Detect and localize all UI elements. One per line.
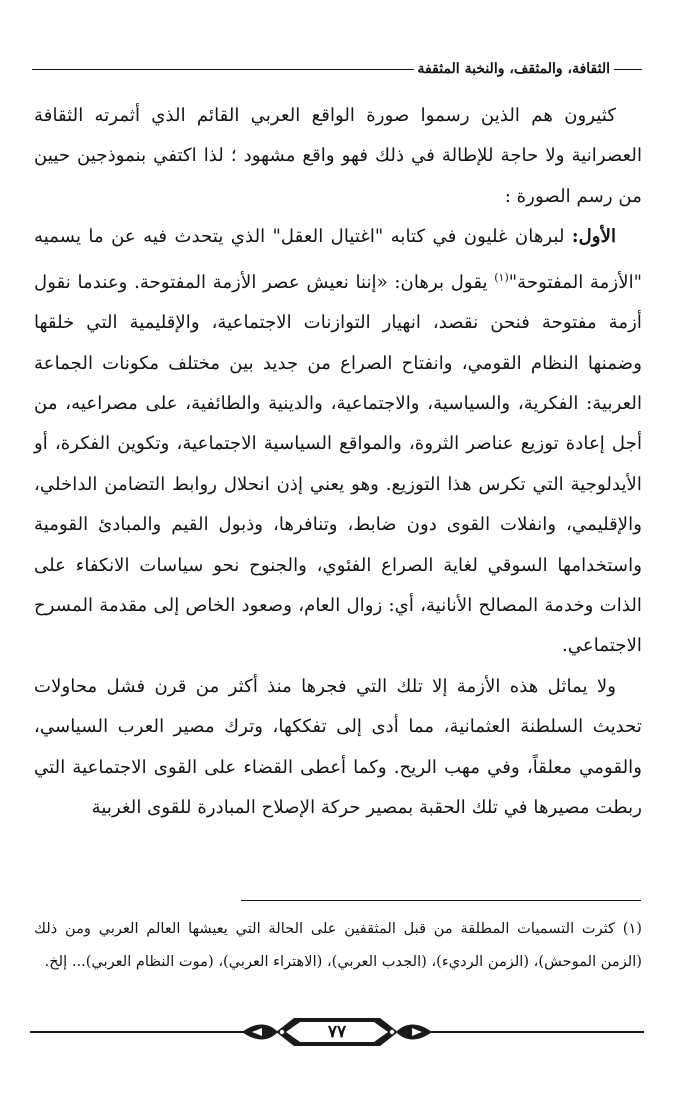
- paragraph-intro: كثيرون هم الذين رسموا صورة الواقع العربي القائم الذي أثمرته الثقافة العصرانية ولا حاجة للإطالة في ذلك فهو واقع مشهود ؛ لذا اكتفي بنموذجين حيين من رسم الصورة :: [34, 105, 642, 207]
- footnote-ref-1[interactable]: (١): [494, 270, 509, 284]
- first-model-text-a: لبرهان غليون في كتابه "اغتيال العقل" الذي يتحدث فيه عن ما يسميه "الأزمة المفتوحة": [34, 226, 643, 293]
- running-header-title: الثقافة، والمثقف، والنخبة المثقفة: [417, 61, 610, 77]
- paragraph-first-model: [34, 217, 642, 667]
- main-text: [34, 96, 642, 828]
- footnotes: [34, 912, 642, 978]
- running-header: [32, 58, 642, 80]
- footer-rule-right: [424, 1031, 644, 1033]
- footer-rule-left: [30, 1031, 250, 1033]
- page-footer: [30, 1012, 644, 1052]
- paragraph-ottoman: ولا يماثل هذه الأزمة إلا تلك التي فجرها منذ أكثر من قرن فشل محاولات تحديث السلطنة العثمانية، مما أدى إلى تفككها، وترك مصير العرب السياسي، والقومي معلقاً، وفي مهب الريح. وكما أعطى القضاء على القوى الاجتماعية التي ربطت مصيرها في تلك الحقبة بمصير حركة الإصلاح المبادرة للقوى الغربية: [34, 675, 642, 818]
- page-number: ٧٧: [327, 1022, 347, 1042]
- footnote-separator: [241, 900, 641, 901]
- header-rule-right: [614, 69, 642, 70]
- first-model-label: الأول:: [571, 226, 616, 248]
- first-model-text-b: يقول برهان: «إننا نعيش عصر الأزمة المفتوحة. وعندما نقول أزمة مفتوحة فنحن نقصد، انهيار التوازنات الاجتماعية، والإقليمية التي خلقها وضمنها النظام القومي، وانفتاح الصراع من جديد بين مختلف مكونات الجماعة العربية: الفكرية، والسياسية، والاجتماعية، والدينية والطائفية، على مصراعيه، من أجل إعادة توزيع عناصر الثروة، والمواقع السياسية الاجتماعية، وتكوين الفكرة، أو الأيدلوجية التي تكرس هذا التوزيع. وهو يعني إذن انحلال روابط التضامن الداخلي، والإقليمي، وانفلات القوى دون ضابط، وتنافرها، وذبول القيم والمبادئ القومية واستخدامها السوقي لغاية الصراع الفئوي، والجنوح نحو سياسات الانكفاء على الذات وخدمة المصالح الأنانية، أي: زوال العام، وصعود الخاص إلى مقدمة المسرح الاجتماعي.: [34, 271, 642, 657]
- header-rule-left: [32, 69, 414, 70]
- footnote-1: (١) كثرت التسميات المطلقة من قبل المثقفين على الحالة التي يعيشها العالم العربي ومن ذلك (الزمن الموحش)، (الزمن الرديء)، (الجدب العربي)، (الاهتراء العربي)، (موت النظام العربي)... إلخ.: [34, 920, 642, 970]
